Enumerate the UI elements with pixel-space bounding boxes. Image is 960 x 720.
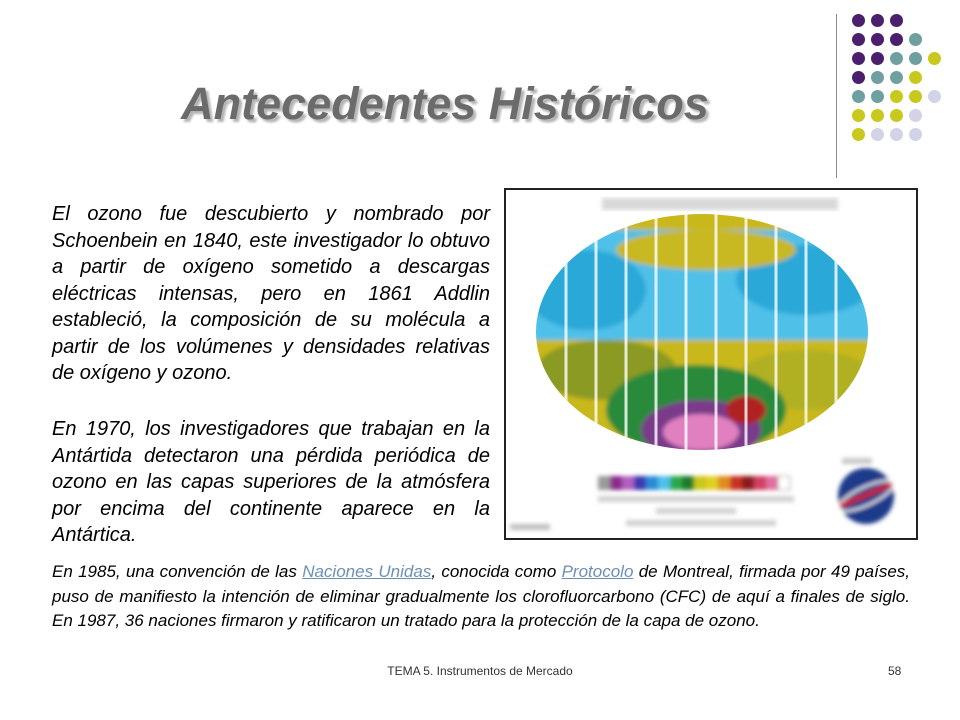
dot-olive [928,52,941,65]
paragraph-montreal-protocol [52,560,910,634]
dot-purple [871,33,884,46]
dot-olive [871,109,884,122]
color-scale-bar [510,476,794,530]
montreal-text-part3: de Montreal, firmada por 49 países, puso de manifiesto la intención de eliminar gradualmente los clorofluorcarbono (CFC) de aquí a finales de siglo. En 1987, 36 naciones firmaron y ratificaron un tratado para la protección de la capa de ozono. [52,562,911,630]
page-number: 58 [888,664,902,678]
dot-purple [871,14,884,27]
dot-olive [852,128,865,141]
dot-lavender [928,90,941,103]
ozone-map-illustration [506,190,916,538]
dot-teal [909,52,922,65]
dot-teal [890,71,903,84]
decorative-divider-line [836,14,837,178]
slide-footer: TEMA 5. Instrumentos de Mercado [387,664,573,678]
dot-olive [909,90,922,103]
nasa-logo [835,458,897,524]
dot-lavender [909,128,922,141]
ozone-map-figure [504,188,918,540]
dot-purple [852,33,865,46]
dot-lavender [871,128,884,141]
dot-teal [871,90,884,103]
dot-olive [890,109,903,122]
dot-purple [852,71,865,84]
dot-olive [909,71,922,84]
slide-title: Antecedentes Históricos [181,78,709,129]
dot-purple [890,33,903,46]
dot-teal [890,52,903,65]
dot-purple [871,52,884,65]
dot-lavender [909,109,922,122]
dot-teal [852,90,865,103]
paragraph-antarctica-1970: En 1970, los investigadores que trabajan en la Antártida detectaron una pérdida periódica de ozono en las capas superiores de la atmósfera por encima del continente aparece en la Antártica. [52,418,490,546]
dot-olive [852,109,865,122]
dot-teal [871,71,884,84]
dot-teal [909,33,922,46]
montreal-text-part2: , conocida como [431,562,562,581]
paragraph-ozone-discovery: El ozono fue descubierto y nombrado por Schoenbein en 1840, este investigador lo obtuvo a partir de oxígeno sometido a descargas eléctricas intensas, pero en 1861 Addlin estableció, la composición de su molécula a partir de los volúmenes y densidades relativas de oxígeno y ozono. [52,203,490,384]
dot-purple [852,52,865,65]
montreal-text-part1: En 1985, una convención de las [52,562,303,581]
dot-purple [852,14,865,27]
dot-olive [890,90,903,103]
map-caption-placeholder [602,198,838,210]
dot-lavender [890,128,903,141]
dot-purple [890,14,903,27]
decorative-dot-grid [852,14,944,154]
link-naciones-unidas[interactable]: Naciones Unidas [302,562,432,581]
link-protocolo[interactable]: Protocolo [561,562,634,581]
